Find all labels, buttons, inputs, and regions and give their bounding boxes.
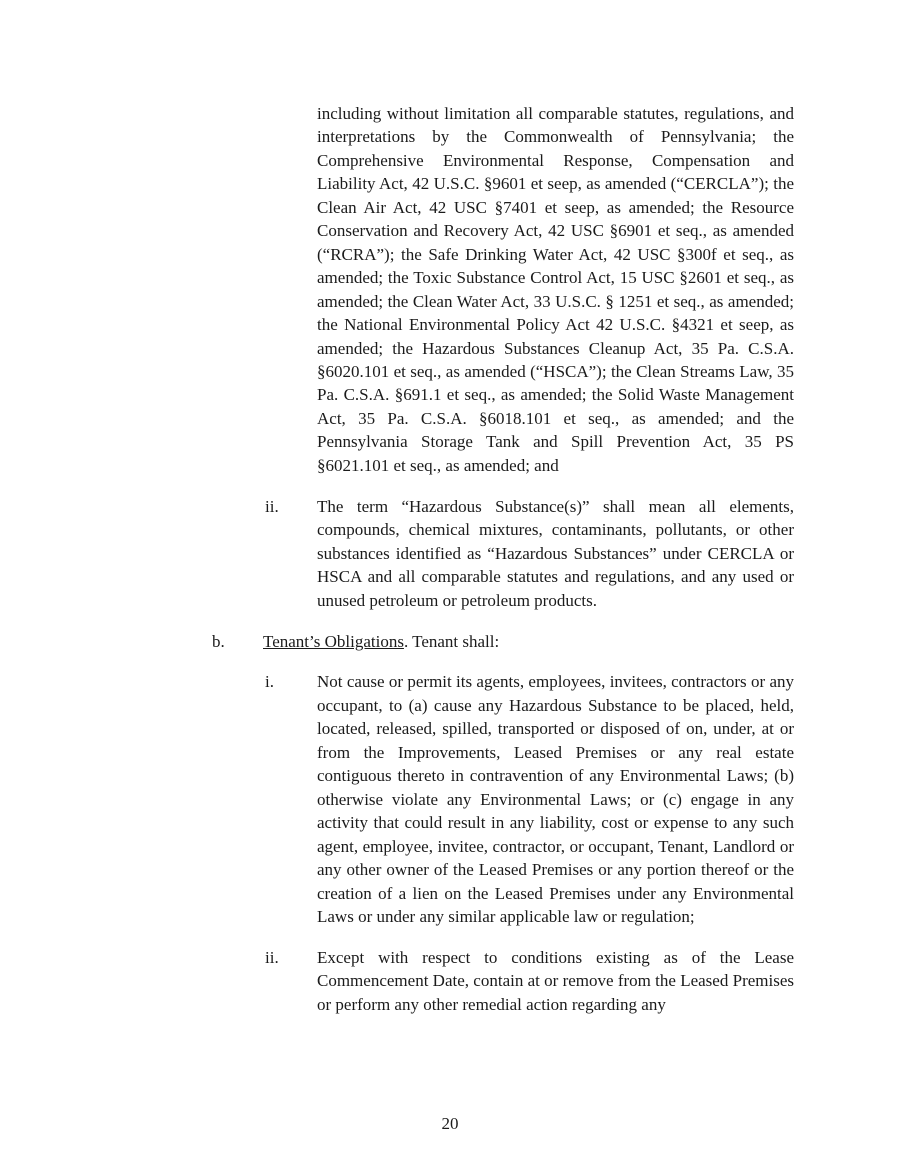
list-item-label: i. [265,672,274,692]
list-item-b-i [265,670,900,928]
list-item-b-ii [265,946,900,1016]
section-heading-underlined: Tenant’s Obligations [263,631,404,651]
list-item-hazardous-substance-definition [265,495,900,612]
list-item-text: The term “Hazardous Substance(s)” shall mean all elements, compounds, chemical mixtures, contaminants, pollutants, or other substances identified as “Hazardous Substances” under CERCLA or HSCA and all comparable statutes and regulations, and any used or unused petroleum or petroleum products. [317,496,794,610]
section-heading-line [263,630,794,653]
list-item-text: Except with respect to conditions existing as of the Lease Commencement Date, contain at or remove from the Leased Premises or perform any other remedial action regarding any [317,947,794,1014]
document-body [0,102,900,1034]
paragraph-environmental-statutes: including without limitation all comparable statutes, regulations, and interpretations by the Commonwealth of Pennsylvania; the Comprehensive Environmental Response, Compensation and Liability Act, 42 U.S.C. §9601 et seep, as amended (“CERCLA”); the Clean Air Act, 42 USC §7401 et seep, as amended; the Resource Conservation and Recovery Act, 42 USC §6901 et seq., as amended (“RCRA”); the Safe Drinking Water Act, 42 USC §300f et seq., as amended; the Toxic Substance Control Act, 15 USC §2601 et seq., as amended; the Clean Water Act, 33 U.S.C. § 1251 et seq., as amended; the National Environmental Policy Act 42 U.S.C. §4321 et seep, as amended; the Hazardous Substances Cleanup Act, 35 Pa. C.S.A. §6020.101 et seq., as amended (“HSCA”); the Clean Streams Law, 35 Pa. C.S.A. §691.1 et seq., as amended; the Solid Waste Management Act, 35 Pa. C.S.A. §6018.101 et seq., as amended; and the Pennsylvania Storage Tank and Spill Prevention Act, 35 PS §6021.101 et seq., as amended; and [317,104,794,475]
section-b-tenants-obligations [212,630,900,653]
list-item-text: Not cause or permit its agents, employees, invitees, contractors or any occupant, to (a) cause any Hazardous Substance to be placed, held, located, released, spilled, transported or disposed of on, under, at or from the Improvements, Leased Premises or any real estate contiguous thereto in contravention of any Environmental Laws; (b) otherwise violate any Environmental Laws; or (c) engage in any activity that could result in any liability, cost or expense to any such agent, employee, invitee, contractor, or occupant, Tenant, Landlord or any other owner of the Leased Premises or any portion thereof or the creation of a lien on the Leased Premises under any Environmental Laws or under any similar applicable law or regulation; [317,672,794,926]
section-heading-rest: . Tenant shall: [403,631,500,651]
section-label: b. [212,631,225,651]
page-number: 20 [441,1114,459,1133]
list-item-label: ii. [265,947,279,967]
list-item-label: ii. [265,496,279,516]
